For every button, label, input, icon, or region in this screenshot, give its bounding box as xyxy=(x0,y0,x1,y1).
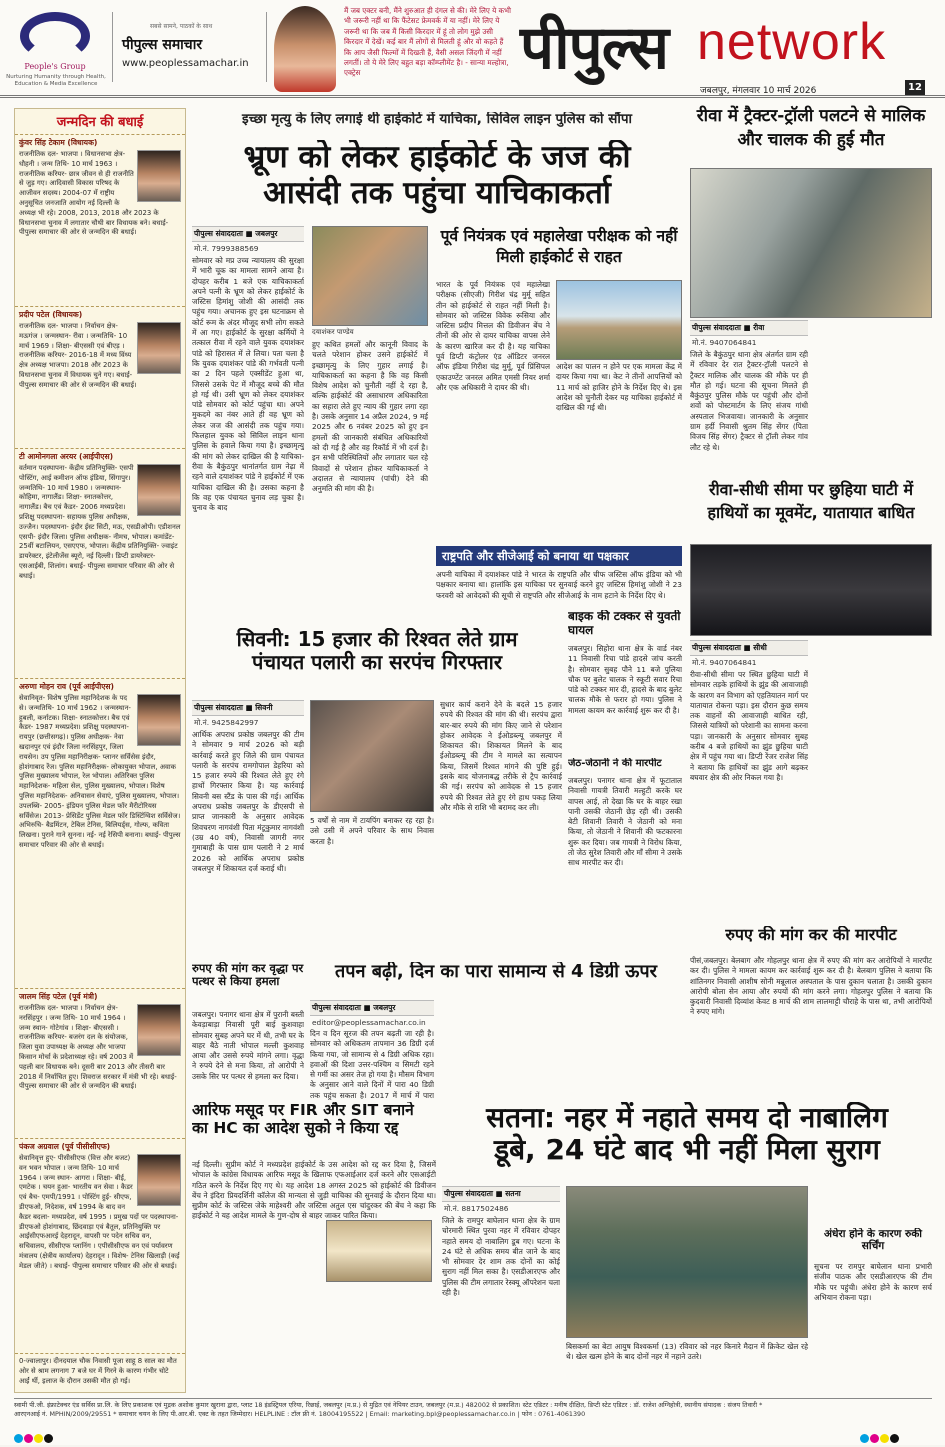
satna-headline-line2: डूबे, 24 घंटे बाद भी नहीं मिला सुराग xyxy=(494,1133,880,1167)
seoni-photo-caption: 5 वर्षों से नाम में टायपिंग बनाकर रह रहा है। उसे उसी में अपने परिवार के साथ निवास करता है। xyxy=(310,816,434,846)
auditor-body: भारत के पूर्व नियंत्रक एवं महालेखा परीक्षक (सीएजी) गिरीश चंद्र मुर्मू सहित तीन को हाईकोर्ट से राहत नहीं मिली है। सोमवार को जस्टिस विवेक रूसिया और जस्टिस प्रदीप मित्तल की डिवीजन बेंच ने तीनों की ओर से दायर याचिका वापस लेने के कारण खारिज कर दी है। यह याचिका पूर्व डिप्टी कंट्रोलर एंड ऑडिटर जनरल ऑफ इंडिया गिरीश चंद्र मुर्मू, पूर्व प्रिंसिपल एकाउण्टेंट जनरल अमित एमसी नियर शर्मा और एक अधिकारी ने दायर की थी। xyxy=(436,280,550,392)
sit-headline-box xyxy=(192,1102,436,1158)
weather-body: दिन व दिन सूरज की तपन बढ़ती जा रही है। सोमवार को अधिकतम तापमान 36 डिग्री दर्ज किया गया, जो सामान्य से 4 डिग्री अधिक रहा। हवाओं की दिशा उत्तर-पश्चिम व सिमटी रहने से गर्मी का असर तेज हो गया है। मौसम विभाग के अनुसार आने वाले दिनों में पारा 40 डिग्री तक पहुंच सकता है। 2017 में मार्च में पारा xyxy=(310,1029,434,1100)
tractor-body: जिले के बैकुंठपुर थाना क्षेत्र अंतर्गत ग्राम रही में रविवार देर रात ट्रैक्टर-ट्रॉली पलटने से ट्रैक्टर मालिक और चालक की मौके पर ही मौत हो गई। घटना की सूचना मिलते ही बैकुंठपुर पुलिस मौके पर पहुंची और दोनों शवों को पोस्टमार्टम के लिए संजय गांधी अस्पताल भिजवाया। जानकारी के अनुसार ग्राम हर्दी निवासी श्रुतम सिंह सेंगर (पिता विजय सिंह सेंगर) ट्रैक्टर से ट्रॉली लेकर गांव लौट रहे थे। xyxy=(690,350,808,452)
cyan-dot-icon xyxy=(14,1434,23,1443)
portrait-photo xyxy=(137,1004,181,1056)
seoni-headline-box xyxy=(192,628,562,694)
birthday-body: राजनीतिक दल- भाजपा । निर्वाचन क्षेत्र- मऊगंज । जन्मस्थान- रीवा । जन्मतिथि- 10 मार्च 1969 । शिक्षा- बीएससी एवं बीएड़ । राजनीतिक करियर- 2016-18 में मध्य विंध्य क्षेत्र अध्यक्ष भाजपा। 2018 और 2023 के विधानसभा चुनाव में विधायक चुने गए। बधाई- पीपुल्स समाचार की ओर से जन्मदिन की बधाई। xyxy=(19,322,137,389)
birthday-name: प्रदीप पटेल (विधायक) xyxy=(19,310,83,319)
seoni-body-2: सुधार कार्य कराने देने के बदले 15 हजार रुपये की रिश्वत की मांग की थी। सरपंच द्वारा बार-बार रुपये की मांग किए जाने से परेशान होकर आवेदक ने ईओडब्ल्यू जबलपुर में शिकायत की। शिकायत मिलने के बाद ईओडब्ल्यू की टीम ने मामले का सत्यापन किया, जिसमें रिश्वत मांगने की पुष्टि हुई। इसके बाद योजनाबद्ध तरीके से ट्रैप कार्रवाई की गई। सरपंच को आवेदक से 15 हजार रुपये की रिश्वत लेते हुए रंगे हाथ पकड़ लिया और मौके से राशि भी बरामद कर ली। xyxy=(440,700,562,812)
paper-subtitle: सबसे सामने, पाठकों के साथ xyxy=(150,23,213,30)
birthday-item xyxy=(15,1138,185,1353)
lead-headline-line2: आसंदी तक पहुंचा याचिकाकर्ता xyxy=(263,174,611,211)
print-registration-marks xyxy=(14,1428,84,1438)
birthday-name: कुंवर सिंह टेकाम (विधायक) xyxy=(19,138,98,147)
satna-photo-caption: बिसकर्मा का बेटा आयुष विश्वकर्मा (13) रविवार को नहर किनारे मैदान में क्रिकेट खेल रहे थे। खेल खत्म होने के बाद दोनों नहर में नहाने उतरे। xyxy=(566,1342,808,1362)
lead-photo-caption: दयाशंकर पाण्डेय xyxy=(312,328,354,336)
portrait-photo xyxy=(137,150,181,202)
imprint-line: स्वामी पी.जी. इंफ्राटेक्चर एंड सर्विस प्रा.लि. के लिए प्रकाशक एवं मुद्रक अशोक कुमार खुराना द्वारा, प्लाट 18 इंडस्ट्रियल एरिया, रिछाई, जबलपुर (म.प्र.) से मुद्रित एवं नेपियर टाउन, जबलपुर (म.प्र.) 482002 से प्रकाशित। स्टेट एडिटर : मनीष दीक्षित, डिप्टी स्टेट एडिटर : डॉ. राजेश अग्निहोत्री, स्थानीय संपादक : संजय तिवारी * xyxy=(14,1401,763,1409)
birthday-body: राजनीतिक दल- भाजपा । निर्वाचन क्षेत्र- नरसिंहपुर । जन्म तिथि- 10 मार्च 1964 । जन्म स्थान- गोटेगांव । शिक्षा- बीएससी । राजनीतिक करियर- बजरंग दल के संयोजक, जिला युवा उपाध्यक्ष के अध्यक्ष और भाजपा किसान मोर्चा के प्रदेशाध्यक्ष रहे। वर्ष 2003 में पहली बार विधायक बने। दूसरी बार 2013 और तीसरी बार 2018 में निर्वाचित हुए। शिवराज सरकार में मंत्री भी रहे। बधाई- पीपुल्स समाचार की ओर से जन्मदिन की बधाई। xyxy=(19,1004,177,1091)
divider xyxy=(266,12,267,82)
portrait-photo xyxy=(137,322,181,374)
sit-headline-line1: आरिफ मसूद पर FIR और SIT बनाने xyxy=(192,1102,414,1119)
website-link[interactable]: www.peoplessamachar.in xyxy=(122,58,249,69)
satna-body: जिले के रामपुर बाघेलान थाना क्षेत्र के ग्राम चोरमारी स्थित पुरवा नहर में रविवार दोपहर नहाते समय दो नाबालिग डूब गए। घटना के 24 घंटे से अधिक समय बीत जाने के बाद भी सोमवार देर शाम तक दोनों का कोई सुराग नहीं मिल सका है। एसडीआरएफ और पुलिस की टीम लगातार रेस्क्यू ऑपरेशन चला रही है। xyxy=(442,1216,560,1298)
lead-photo xyxy=(312,226,428,326)
bike-sub-body: जबलपुर। पनागर थाना क्षेत्र में फूटाताल निवासी गायत्री तिवारी मल्हुटी करके घर वापस आई, तो देखा कि घर के बाहर रखा पानी उसकी जेठानी छेड़ रही थी। उसकी बेटी शिवानी तिवारी ने जेठानी को मना किया, तो जेठानी ने शिवानी की फटकारना शुरू कर दिया। जब गायत्री ने विरोध किया, तो जेठ सुरेश तिवारी और माँ सीमा ने उसके साथ मारपीट कर दी। xyxy=(568,776,682,868)
dateline: जबलपुर, मंगलवार 10 मार्च 2026 xyxy=(700,86,817,96)
birthday-sidebar xyxy=(14,108,186,1393)
sit-headline-line2: का HC का आदेश सुको ने किया रद्द xyxy=(192,1118,399,1137)
seoni-caption-box xyxy=(310,816,434,888)
satna-col-1 xyxy=(442,1186,560,1392)
auditor-photo xyxy=(556,280,682,360)
satna-byline: पीपुल्स संवाददाता ■ सतना xyxy=(442,1186,560,1202)
assault-headline: रुपए की मांग कर की मारपीट xyxy=(725,926,897,944)
supreme-court-photo xyxy=(326,1220,432,1282)
satna-photo xyxy=(566,1186,808,1338)
bike-col xyxy=(568,644,682,756)
tractor-byline: पीपुल्स संवाददाता ■ रीवा xyxy=(690,320,808,336)
yellow-dot-icon xyxy=(34,1434,43,1443)
masthead xyxy=(0,0,945,98)
lead-headline-box xyxy=(192,140,682,226)
birthday-item xyxy=(15,306,185,448)
elephant-byline: पीपुल्स संवाददाता ■ सीधी xyxy=(690,640,808,656)
imprint-footer xyxy=(14,1398,932,1419)
seoni-byline: पीपुल्स संवाददाता ■ सिवनी xyxy=(192,700,304,716)
satna-mobile: मो.नं. 8817502486 xyxy=(444,1204,509,1213)
portrait-photo xyxy=(137,464,181,516)
satna-headline-line1: सतना: नहर में नहाते समय दो नाबालिग xyxy=(486,1102,888,1134)
birthday-name: जालम सिंह पटेल (पूर्व मंत्री) xyxy=(19,992,98,1001)
auditor-headline-box xyxy=(436,226,682,278)
birthday-body: सेवानिवृत्त हुए- पीसीसीएफ (वित्त और बजट) वन भवन भोपाल । जन्म तिथि- 10 मार्च 1964 । जन्म स्थान- आगरा । शिक्षा- बीई, एमटेक । चयन हुआ- भारतीय वन सेवा । कैडर एवं बैच- एमपी/1991 । पोस्टिंग हुई- सीएफ, डीएफओ, निदेशक, वर्ष 1994 के बाद वन कैडर बदला- मध्यप्रदेश, वर्ष 1995 । प्रमुख पदों पर पदस्थापना- डीएफओ होशंगाबाद, छिंदवाड़ा एवं बैतूल, प्रतिनियुक्ति पर आईसीएफआरई देहरादून, वापसी पर पदेन सचिव वन, सचिवालय, सीसीएफ प्लानिंग । एपीसीसीएफ वन एवं पर्यावरण मंत्रालय (क्षेत्रीय कार्यालय) देहरादून । विशेष- टेनिस खिलाड़ी (कई मेडल जीते) । बधाई- पीपुल्स समाचार परिवार की ओर से बधाई। xyxy=(19,1154,180,1270)
birthday-name: पंकज अग्रवाल (पूर्व पीसीसीएफ) xyxy=(19,1142,111,1151)
auditor-subhead: राष्ट्रपति और सीजेआई को बनाया था पक्षकार xyxy=(436,546,682,566)
tractor-mobile: मो.नं. 9407064841 xyxy=(692,338,757,347)
birthday-body: वर्तमान पदस्थापना- केंद्रीय प्रतिनियुक्ति- एसपी पोस्टिंग, आई कमीशन ऑफ इंडिया, सिंगापुर। जन्मतिथि- 10 मार्च 1980 । जन्मस्थान- कोहिमा, नागालैंड। शिक्षा- स्नातकोत्तर, नागालैंड। बैच एवं कैडर- 2006 मध्यप्रदेश। प्रशिक्षु पदस्थापना- सहायक पुलिस अधीक्षक, उज्जैन। पदस्थापना- इंदौर ईस्ट सिटी, मऊ, एसडीओपी। एडीशनल एसपी- इंदौर जिला। पुलिस अधीक्षक- नीमच, भोपाल। कमांडेंट- 25वीं बटालियन, एसएएफ, भोपाल। केंद्रीय प्रतिनियुक्ति- ज्वाइंट डायरेक्टर, इंटेलीजेंस ब्यूरो, नई दिल्ली। डिप्टी डायरेक्टर- एसआईबी, शिलांग। बधाई- पीपुल्स समाचार परिवार की ओर से बधाई। xyxy=(19,464,181,580)
sit-col xyxy=(192,1160,436,1392)
tractor-headline-box xyxy=(690,104,932,164)
portrait-photo xyxy=(137,1154,181,1206)
assault-headline-box xyxy=(690,926,932,952)
magenta-dot-icon xyxy=(870,1434,879,1443)
bike-headline-box xyxy=(568,610,682,642)
satna-side-col xyxy=(814,1262,932,1392)
promo-photo xyxy=(274,6,336,92)
group-tagline: Nurturing Humanity through Health, Education & Media Excellence xyxy=(6,74,106,87)
paper-name: पीपुल्स समाचार xyxy=(122,37,203,53)
tractor-photo xyxy=(690,168,932,318)
lead-col-1 xyxy=(192,226,304,518)
satna-side-head-box xyxy=(814,1228,932,1258)
lead-col-2 xyxy=(312,340,428,620)
loot-body: जबलपुर। पनागर थाना क्षेत्र में पुरानी बस्ती केवड़ाबाड़ा निवासी पूरी बाई कुशवाहा सोमवार सुबह अपने घर में थी, तभी घर के बाहर बैठे नाती भोपाल मल्ली कुशवाह आया और उससे रुपये मांगने लगा। वृद्धा ने रुपये देने से मना किया, तो आरोपी ने उसके सिर पर पत्थर से हमला कर दिया। xyxy=(192,1010,304,1081)
promo-quote: मैं जब एक्टर बनी, मैंने शुरुआत ही दंगल से की। मेरे लिए ये कभी भी जरूरी नहीं था कि फैंटेसट फ्रेमवर्क में या नहीं। मेरे लिए ये जरूरी था कि जब मैं किसी किरदार में हूं तो लोग मुझे उसी किरदार में देखें। कई बार मैं लोगों से मिलती हूं और वो कहते हैं कि आप जैसी फिल्मों में दिखती हैं, वैसी असल जिंदगी में नहीं लगतीं। तो ये मेरे लिए बहुत बड़ा कॉम्प्लीमेंट है। - सान्या मल्होत्रा, एक्ट्रेस xyxy=(344,6,511,78)
loot-headline-box xyxy=(192,962,304,1008)
group-name: People's Group xyxy=(24,62,86,71)
black-dot-icon xyxy=(890,1434,899,1443)
seoni-photo xyxy=(310,700,434,812)
registration-line: आरएनआई नं. MPHIN/2009/29551 * समाचार चयन के लिए पी.आर.बी. एक्ट के तहत जिम्मेदार। HELPLINE : टॉल फ्री नं. 18004195522 | Email: marketing.bpl@peoplessamachar.co.in | फोन : 0761-4061390 xyxy=(14,1410,586,1418)
birthday-title: जन्मदिन की बधाई xyxy=(56,115,144,130)
brand-network: network xyxy=(697,13,887,71)
auditor-col-2 xyxy=(556,362,682,532)
brand-title: पीपुल्स xyxy=(520,13,669,83)
sit-body: नई दिल्ली। सुप्रीम कोर्ट ने मध्यप्रदेश हाईकोर्ट के उस आदेश को रद्द कर दिया है, जिसमें भोपाल के कांग्रेस विधायक आरिफ मसूद के खिलाफ एफआईआर दर्ज करने और एसआईटी गठित करने के निर्देश दिए गए थे। यह आदेश 18 अगस्त 2025 को हाईकोर्ट की डिवीजन बेंच ने इंदिरा प्रियदर्शिनी कॉलेज की मान्यता से जुड़ी याचिका की सुनवाई के दौरान दिया था। सुप्रीम कोर्ट के जस्टिस जेके माहेश्वरी और जस्टिस अतुल एस चांदुरकर की बेंच ने कहा कि हाईकोर्ट ने यह आदेश मामले के गुण-दोष से बाहर जाकर पारित किया। xyxy=(192,1160,436,1221)
birthday-item xyxy=(15,134,185,306)
auditor-headline: पूर्व नियंत्रक एवं महालेखा परीक्षक को नहीं मिली हाईकोर्ट से राहत xyxy=(440,227,678,266)
birthday-item xyxy=(15,678,185,988)
elephant-body: रीवा-सीधी सीमा पर स्थित छुहिया घाटी में सोमवार तड़के हाथियों के झुंड की आवाजाही के कारण वन विभाग को एहतियातन मार्ग पर यातायात रोकना पड़ा। इस दौरान कुछ समय तक वाहनों की आवाजाही बाधित रही, जिससे यात्रियों को परेशानी का सामना करना पड़ा। जानकारी के अनुसार सोमवार सुबह करीब 4 बजे हाथियों का झुंड छुहिया घाटी क्षेत्र में पहुंच गया था। डिप्टी रेंजर राजेश सिंह ने बताया कि हाथियों का झुंड आगे बढ़कर बघवार क्षेत्र की ओर निकल गया है। xyxy=(690,670,808,782)
weather-col-1 xyxy=(310,1000,434,1100)
elephant-photo xyxy=(690,544,932,636)
elephant-mobile: मो.नं. 9407064841 xyxy=(692,658,757,667)
weather-email: editor@peoplessamachar.co.in xyxy=(312,1018,426,1027)
birthday-item xyxy=(15,988,185,1138)
elephant-col-1 xyxy=(690,640,808,920)
obituary-text: 0-ज्वालापुर। दीनदयाल चौक निवासी पूजा साहू 8 साल का मौत ओर से श्राम लगनाग 7 बजे घर में गिरने के कारण गंभीर चोटे आईं थीं, इलाज के दौरान उसकी मौत हो गई। xyxy=(19,1357,177,1385)
birthday-name: अरुणा मोहन राव (पूर्व आईपीएस) xyxy=(19,682,115,691)
seoni-col-2 xyxy=(440,700,562,890)
elephant-headline: रीवा-सीधी सीमा पर छुहिया घाटी में हाथियों का मूवमेंट, यातायात बाधित xyxy=(707,480,915,522)
lead-mobile: मो.नं. 7999388569 xyxy=(194,244,259,253)
birthday-item xyxy=(15,448,185,678)
weather-headline: तपन बढ़ी, दिन का पारा सामान्य से 4 डिग्री ऊपर xyxy=(335,962,657,982)
weather-headline-box xyxy=(310,962,682,996)
loot-col xyxy=(192,1010,304,1100)
birthday-body: राजनीतिक दल- भाजपा । विधानसभा क्षेत्र- धौहनी । जन्म तिथि- 10 मार्च 1963 । राजनीतिक करियर- छात्र जीवन से ही राजनीति से जुड़ गए। आदिवासी विकास परिषद के आजीवन सदस्य। 2004-07 में राष्ट्रीय अनुसूचित जनजाति आयोग नई दिल्ली के अध्यक्ष भी रहे। 2008, 2013, 2018 और 2023 के विधानसभा चुनाव में लगातार चौथी बार विधायक बने। बधाई- पीपुल्स समाचार की ओर से जन्मदिन की बधाई। xyxy=(19,150,169,237)
weather-byline: पीपुल्स संवाददाता ■ जबलपुर xyxy=(310,1000,434,1016)
lead-headline-line1: भ्रूण को लेकर हाईकोर्ट के जज की xyxy=(243,140,631,175)
seoni-headline-line2: पंचायत पलारी का सरपंच गिरफ्तार xyxy=(251,650,502,674)
seoni-headline-line1: सिवनी: 15 हजार की रिश्वत लेते ग्राम xyxy=(236,628,518,651)
peoples-group-logo-icon xyxy=(20,12,90,60)
auditor-sub-body: अपनी याचिका में दयाशंकर पांडे ने भारत के राष्ट्रपति और चीफ जस्टिस ऑफ इंडिया को भी पक्षकार बनाया था। हालांकि इस याचिका पर सुनवाई करने हुए जस्टिस हिमांशु जोशी ने 23 फरवरी को आवेदकों की सूची से राष्ट्रपति और सीजेआई के नाम हटाने के निर्देश दिए थे। xyxy=(436,570,682,600)
magenta-dot-icon xyxy=(24,1434,33,1443)
bike-subhead-box xyxy=(568,758,682,774)
assault-body: पीसं,जबलपुर। बेलबाग और गोहलपुर थाना क्षेत्र में रुपए की मांग कर आरोपियों ने मारपीट कर दी। पुलिस ने मामला कायम कर कार्रवाई शुरू कर दी है। बेलबाग पुलिस ने बताया कि शांतिनगर निवासी आशीष सोनी मन्नूलाल अस्पताल के पास दुकान चलाता है। उसकी दुकान आरोपी बोला सेन आया और रुपयों की मांग करने लगा। गोहलपुर पुलिस ने बताया कि कुदवारी निवासी दिव्यांश केवट 8 मार्च की शाम लालमाट्टी चौराहे के पास था, तभी आरोपियों ने रुपए मांगे। xyxy=(690,956,932,1017)
auditor-photo-caption: आदेश का पालन न होने पर एक मामला केंद्र में दायर किया गया था। केट ने तीनों आपत्तियों को 11 मार्च को हाजिर होने के निर्देश दिए थे। इस आदेश को चुनौती देकर यह याचिका हाईकोर्ट में दाखिल की गई थी। xyxy=(556,362,682,413)
satna-side-body: सूचना पर रामपुर बाघेलान थाना प्रभारी संजीव पाठक और एसडीआरएफ की टीम मौके पर पहुंची। अंधेरा होने के कारण सर्च अभियान रोकना पड़ा। xyxy=(814,1262,932,1302)
page-number: 12 xyxy=(905,80,925,95)
bike-headline: बाइक की टक्कर से युवती घायल xyxy=(568,610,681,637)
satna-headline-box xyxy=(442,1102,932,1182)
black-dot-icon xyxy=(44,1434,53,1443)
bike-sub-col xyxy=(568,776,682,946)
elephant-headline-box xyxy=(690,478,932,540)
lead-kicker: इच्छा मृत्यु के लिए लगाई थी हाईकोर्ट में याचिका, सिविल लाइन पुलिस को सौंपा xyxy=(241,112,633,127)
tractor-headline: रीवा में ट्रैक्टर-ट्रॉली पलटने से मालिक और चालक की हुई मौत xyxy=(696,106,926,150)
obituary-note xyxy=(15,1353,185,1393)
satna-caption-box xyxy=(566,1342,808,1392)
yellow-dot-icon xyxy=(880,1434,889,1443)
birthday-body: सेवानिवृत- विशेष पुलिस महानिदेशक के पद से। जन्मतिथि- 10 मार्च 1962 । जन्मस्थान- हुबली, कर्नाटक। शिक्षा- स्नातकोत्तर। बैच एवं कैडर- 1987 मध्यप्रदेश। प्रशिक्षु पदस्थापना- रायपुर (छत्तीसगढ़)। पुलिस अधीक्षक- नेवा खदानपुर एवं इंदौर जिला नरसिंहपुर, जिला रायसेन। उप पुलिस महानिरीक्षक- प्लानर सर्विसेस इंदौर, होशंगाबाद रेंज। पुलिस महानिरीक्षक- लोकायुक्त भोपाल, अवाक पुलिस मुख्यालय भोपाल, रेल भोपाल। अतिरिक्त पुलिस महानिदेशक- महिला सेल, पुलिस मुख्यालय, भोपाल। विशेष पुलिस महानिदेशक- अनिवासन सेवाएं, पुलिस मुख्यालय, भोपाल। उपलब्धि- 2005- इंडियन पुलिस मेडल फॉर मैरीटोरियस सर्विसेज। 2013- प्रेसिडेंट पुलिस मेडल फॉर डिस्टिंग्विश सर्विसेज। अभिरुचि- बैडमिंटन, टेबिल टेनिस, बिलियर्ड्स, गोल्फ, कविता लिखना। पुराने गाने सुनना। नई- नई रेसिपी बनाना। बधाई- पीपुल्स समाचार परिवार की ओर से बधाई। xyxy=(19,694,181,849)
satna-side-head: अंधेरा होने के कारण रुकी सर्चिंग xyxy=(823,1228,923,1253)
lead-kicker-box xyxy=(192,112,682,134)
bike-subhead: जेठ-जेठानी ने की मारपीट xyxy=(568,758,662,769)
lead-body-2: हुए कथित हमलों और कानूनी विवाद के चलते परेशान होकर उसने हाईकोर्ट में इच्छामृत्यु के लिए गुहार लगाई है। याचिकाकर्ता का कहना है कि वह किसी विशेष आदेश को चुनौती नहीं दे रहा है, बल्कि हाईकोर्ट की असाधारण अधिकारिता का सहारा लेते हुए न्याय की गुहार लगा रहा है। उसके अनुसार 14 अप्रैल 2024, 9 मई 2025 और 6 नवंबर 2025 को हुए इन हमलों की जानकारी संबंधित अधिकारियों को दी गई है और वह रिकॉर्ड में भी दर्ज है। इन सभी परिस्थितियों और लगातार चल रहे विवादों से परेशान होकर याचिकाकर्ता ने अदालत से न्यायालय (पांची) देने की अनुमति की मांग की है। xyxy=(312,340,428,494)
portrait-photo xyxy=(137,694,181,746)
birthday-name: टी आमोनगला अरयर (आईपीएस) xyxy=(19,452,114,461)
divider xyxy=(112,12,113,82)
lead-body-1: सोमवार को मप्र उच्च न्यायालय की सुरक्षा में भारी चूक का मामला सामने आया है। दोपहर करीब 1 बजे एक याचिकाकर्ता अपने पत्नी के भ्रूण को लेकर हाईकोर्ट के जस्टिस हिमांशु जोशी की आसंदी तक पहुंच गया। अचानक हुए इस घटनाक्रम से कोर्ट रूम के अंदर मौजूद सभी लोग सकते में आ गए। हाईकोर्ट के सुरक्षा कर्मियों ने तत्काल रीवा में रहने वाले युवक दयाशंकर पांडे को हिरासत में ले लिया। पता चला है कि युवक दयाशंकर पांडे की गर्भवती पत्नी का 2 दिन पहले एक्सीडेंट हुआ था, जिससे उसके पेट में मौजूद बच्चे की मौत हो गई थी। उसी भ्रूण को लेकर दयाशंकर पांडे सोमवार को कोर्ट पहुंचा था। अपने मुकदमे का नंबर आते ही वह भ्रूण को लेकर जज की आसंदी तक पहुंच गया। फिलहाल युवक को सिविल लाइन थाना पुलिस के हवाले किया गया है। इच्छामृत्यु की मांग को लेकर दाखिल की है याचिका- रीवा के बैकुंठपुर थानांतर्गत ग्राम नेढ़ा में रहने वाले दयाशंकर पांडे ने हाईकोर्ट में एक याचिका दाखिल की है। उसका कहना है कि वह एक पंचायत चुनाव लड़ चुका है। चुनाव के बाद xyxy=(192,256,304,513)
bike-body: जबलपुर। सिहोरा थाना क्षेत्र के वार्ड नंबर 11 निवासी रिचा पांडे हादसे जांच करती है। सोमवार सुबह पौने 11 बजे पुलिया चौक पर बुलेट चालक ने स्कूटी सवार रिचा पांडे को टक्कर मार दी, हादसे के बाद बुलेट चालक मौके से फरार हो गया। पुलिस ने मामला कायम कर कार्रवाई शुरू कर दी है। xyxy=(568,644,682,715)
tractor-col-2 xyxy=(814,320,932,470)
assault-col xyxy=(690,956,932,1096)
cyan-dot-icon xyxy=(860,1434,869,1443)
print-registration-marks xyxy=(860,1428,930,1438)
seoni-body-1: आर्थिक अपराध प्रकोष्ठ जबलपुर की टीम ने सोमवार 9 मार्च 2026 को बड़ी कार्रवाई करते हुए जिले की ग्राम पंचायत पलारी के सरपंच रामगोपाल डेहरिया को 15 हजार रुपये की रिश्वत लेते हुए रंगे हाथों गिरफ्तार किया है। यह कार्रवाई सिवनी बस स्टैंड के पास की गई। आर्थिक अपराध प्रकोष्ठ जबलपुर के डीएसपी से प्राप्त जानकारी के अनुसार आवेदक शिवचरण नागवंशी पिता मंटूकुमार नागवंशी (उम्र 40 वर्ष), निवासी जागरी नगर गुमाबाही के पास ग्राम पलारी ने 2 मार्च 2026 को आर्थिक अपराध प्रकोष्ठ जबलपुर में शिकायत दर्ज कराई थी। xyxy=(192,730,304,873)
auditor-col-1 xyxy=(436,280,550,538)
lead-byline: पीपुल्स संवाददाता ■ जबलपुर xyxy=(192,226,304,242)
seoni-mobile: मो.नं. 9425842997 xyxy=(194,718,259,727)
loot-headline: रुपए की मांग कर वृद्धा पर पत्थर से किया हमला xyxy=(192,962,304,989)
